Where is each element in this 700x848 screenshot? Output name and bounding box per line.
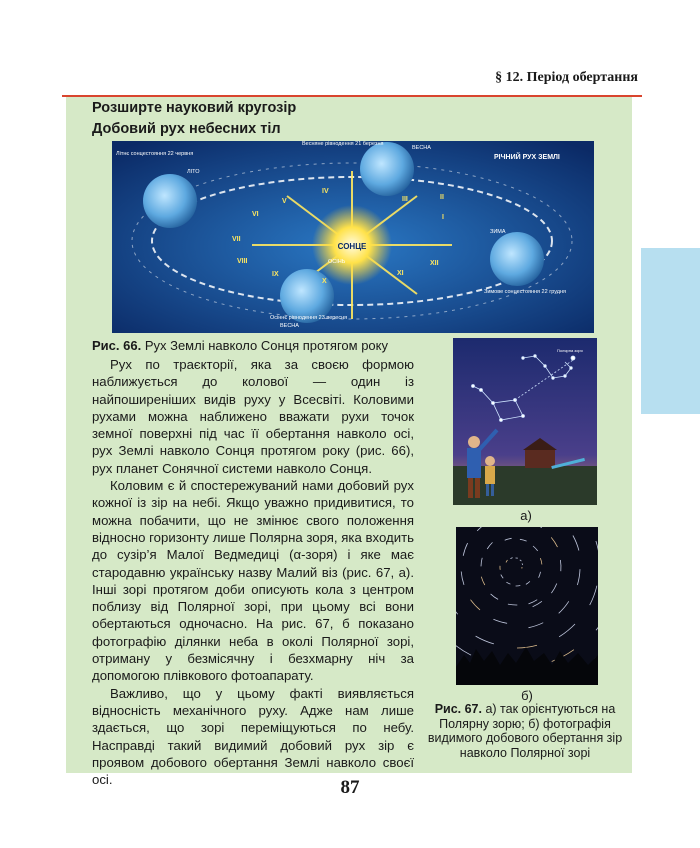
fig66-caption-label: Рис. 66. xyxy=(92,338,142,353)
label-spring: Весняне рівнодення 21 березня xyxy=(302,141,384,147)
page-number: 87 xyxy=(340,777,360,798)
star-trails-photo xyxy=(456,527,598,685)
month-vi: VI xyxy=(252,211,259,218)
label-winter: Зимове сонцестояння 22 грудня xyxy=(484,289,567,295)
month-ii: II xyxy=(440,194,444,201)
label-summer: Літнє сонцестояння 22 червня xyxy=(116,151,194,157)
globe-spring xyxy=(360,142,414,196)
fig67-caption xyxy=(424,702,626,760)
polaris-label: Полярна зоря xyxy=(557,348,583,353)
earth-orbit-diagram xyxy=(112,141,594,333)
month-ix: IX xyxy=(272,271,279,278)
season-spring: ВЕСНА xyxy=(412,145,431,151)
fig67a-label: а) xyxy=(520,508,532,523)
month-xi: XI xyxy=(397,270,404,277)
month-iii: III xyxy=(402,196,408,203)
side-tab xyxy=(641,248,700,414)
label-autumn: Осіннє рівнодення 23 вересня xyxy=(270,315,348,321)
paragraph-1: Рух по траєкторії, яка за своєю формою наближується до колової — один із найпоширеніших видів руху у Всесвіті. Коловими рухами можна наближено вважати рухи точок земної поверхні під час її обертання навколо осі, рух Землі навколо Сонця протягом року (рис. 66), рух планет Сонячної системи навколо Сонця. xyxy=(92,357,414,476)
fig67b-label: б) xyxy=(521,688,533,703)
month-iv: IV xyxy=(322,188,329,195)
month-xii: XII xyxy=(430,260,439,267)
fig67-caption-label: Рис. 67. xyxy=(434,702,482,716)
paragraph-2: Коловим є й спостережуваний нами добовий рух кожної із зір на небі. Якщо уважно придивитися, то можна побачити, що не змінює свого положення відносно горизонту лише Полярна зоря, яка входить до сузір’я Малої Ведмедиці (α-зоря) і яке має стародавню українську назву Малий віз (рис. 67, а). Інші зорі протягом доби описують кола з центром поблизу від Полярної зорі, при цьому всі вони обертаються одночасно. На рис. 67, б показано фотографію ділянки неба в околі Полярної зорі, отриману у безмісячну і безхмарну ніч за допомогою плівкового фотоапарату. xyxy=(92,478,414,684)
month-x: X xyxy=(322,278,327,285)
month-v: V xyxy=(282,198,287,205)
diagram-title: РІЧНИЙ РУХ ЗЕМЛІ xyxy=(494,154,560,161)
season-spring-bottom: ВЕСНА xyxy=(280,323,299,329)
season-winter: ЗИМА xyxy=(490,229,506,235)
season-summer: ЛІТО xyxy=(187,169,200,175)
polaris-orientation-illustration xyxy=(453,338,597,505)
fig66-caption-text: Рух Землі навколо Сонця протягом року xyxy=(141,338,388,353)
section-header: § 12. Період обертання xyxy=(495,70,638,85)
month-vii: VII xyxy=(232,236,241,243)
fig67-caption-text: а) так орієнтуються на Полярну зорю; б) фотографія видимого добового обертання зір навколо Полярної зорі xyxy=(427,702,623,760)
box-title: Розширте науковий кругозір xyxy=(92,100,297,116)
globe-summer xyxy=(143,174,197,228)
body-text xyxy=(92,356,414,788)
paragraph-3: Важливо, що у цьому факті виявляється відносність механічного руху. Адже нам лише здається, що зорі переміщуються по небу. Насправді такий видимий добовий рух зір є проявом добового обертання Землі навколо своєї осі. xyxy=(92,685,414,788)
month-viii: VIII xyxy=(237,258,248,265)
box-subtitle: Добовий рух небесних тіл xyxy=(92,121,281,137)
month-i: I xyxy=(442,214,444,221)
globe-winter xyxy=(490,232,544,286)
sun-label: СОНЦЕ xyxy=(337,242,367,251)
season-autumn: ОСІНЬ xyxy=(328,259,346,265)
